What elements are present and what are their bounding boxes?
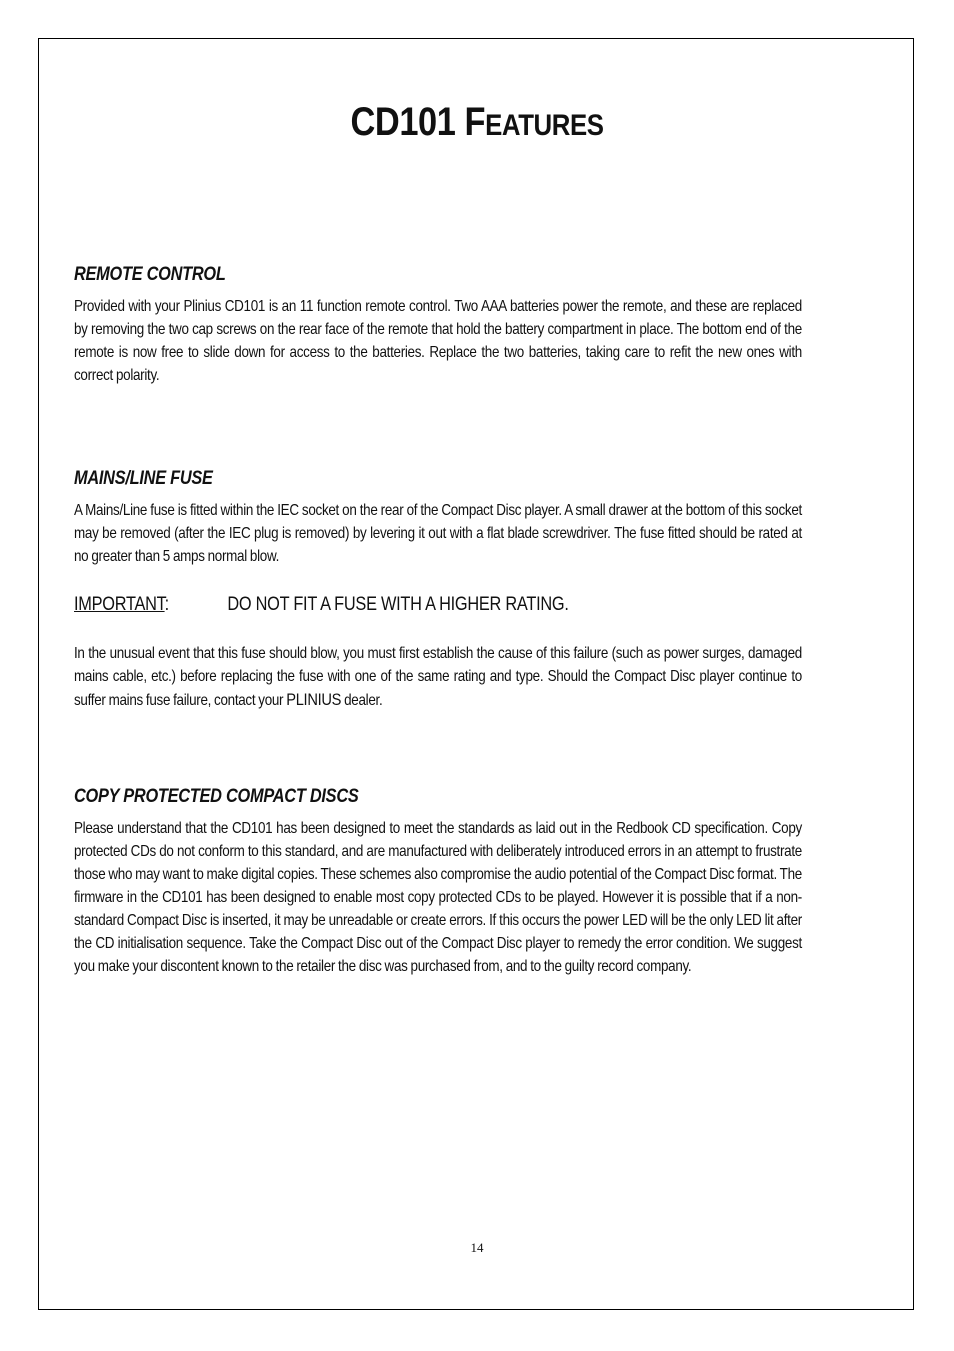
paragraph-copy-protected-text: Please understand that the CD101 has been designed to meet the standards as laid out in the Redbook CD specification. Copy protected CDs do not conform to this standard, and are manufactured with deliberately introduced errors in an attempt to frustrate those who may want to make digital copies. These schemes also compromise the audio potential of the Compact Disc format. The firmware in the CD101 has been designed to enable most copy protected CDs to be played. However it is possible that if a non-standard Compact Disc is inserted, it may be unreadable or create errors. If this occurs the power LED will be the only LED lit after the CD initialisation sequence. Take the Compact Disc out of the Compact Disc player to remedy the error condition. We suggest you make your discontent known to the retailer the disc was purchased from, and to the guilty record company. xyxy=(74,820,802,975)
paragraph-fuse-failure-text xyxy=(74,642,802,712)
section-heading-copy-protected: COPY PROTECTED COMPACT DISCS xyxy=(74,786,359,807)
paragraph-mains-fuse xyxy=(74,499,802,568)
page-title-main: CD101 F xyxy=(350,100,486,144)
page-title xyxy=(67,100,887,145)
section-mains-fuse xyxy=(74,468,802,568)
section-heading-remote-control: REMOTE CONTROL xyxy=(74,264,226,285)
paragraph-fuse-failure-pre: In the unusual event that this fuse should blow, you must first establish the cause of this failure (such as power surges, damaged mains cable, etc.) before replacing the fuse with one of the same rating and type. Should the Compact Disc player continue to suffer mains fuse failure, contact your xyxy=(74,645,802,709)
important-text: DO NOT FIT A FUSE WITH A HIGHER RATING. xyxy=(227,594,569,615)
paragraph-remote-control-text: Provided with your Plinius CD101 is an 11 function remote control. Two AAA batteries power the remote, and these are replaced by removing the two cap screws on the rear face of the remote that hold the battery compartment in place. The bottom end of the remote is now free to slide down for access to the batteries. Replace the two batteries, taking care to refit the new ones with correct polarity. xyxy=(74,298,802,384)
brand-name: PLINIUS xyxy=(286,690,342,709)
section-heading-mains-fuse: MAINS/LINE FUSE xyxy=(74,468,213,489)
paragraph-fuse-failure-post: dealer. xyxy=(341,692,383,709)
paragraph-fuse-failure xyxy=(74,642,802,712)
page-title-small-caps: EATURES xyxy=(485,109,604,142)
paragraph-copy-protected xyxy=(74,817,802,978)
section-remote-control xyxy=(74,264,802,387)
section-copy-protected xyxy=(74,786,802,978)
important-colon: : xyxy=(164,594,169,615)
paragraph-remote-control xyxy=(74,295,802,387)
important-warning xyxy=(74,594,569,616)
section-fuse-failure xyxy=(74,642,802,712)
page-number: 14 xyxy=(470,1240,484,1255)
paragraph-mains-fuse-text: A Mains/Line fuse is fitted within the IEC socket on the rear of the Compact Disc player. A small drawer at the bottom of this socket may be removed (after the IEC plug is removed) by levering it out with a flat blade screwdriver. The fuse fitted should be rated at no greater than 5 amps normal blow. xyxy=(74,502,802,565)
important-label: IMPORTANT xyxy=(74,594,165,615)
